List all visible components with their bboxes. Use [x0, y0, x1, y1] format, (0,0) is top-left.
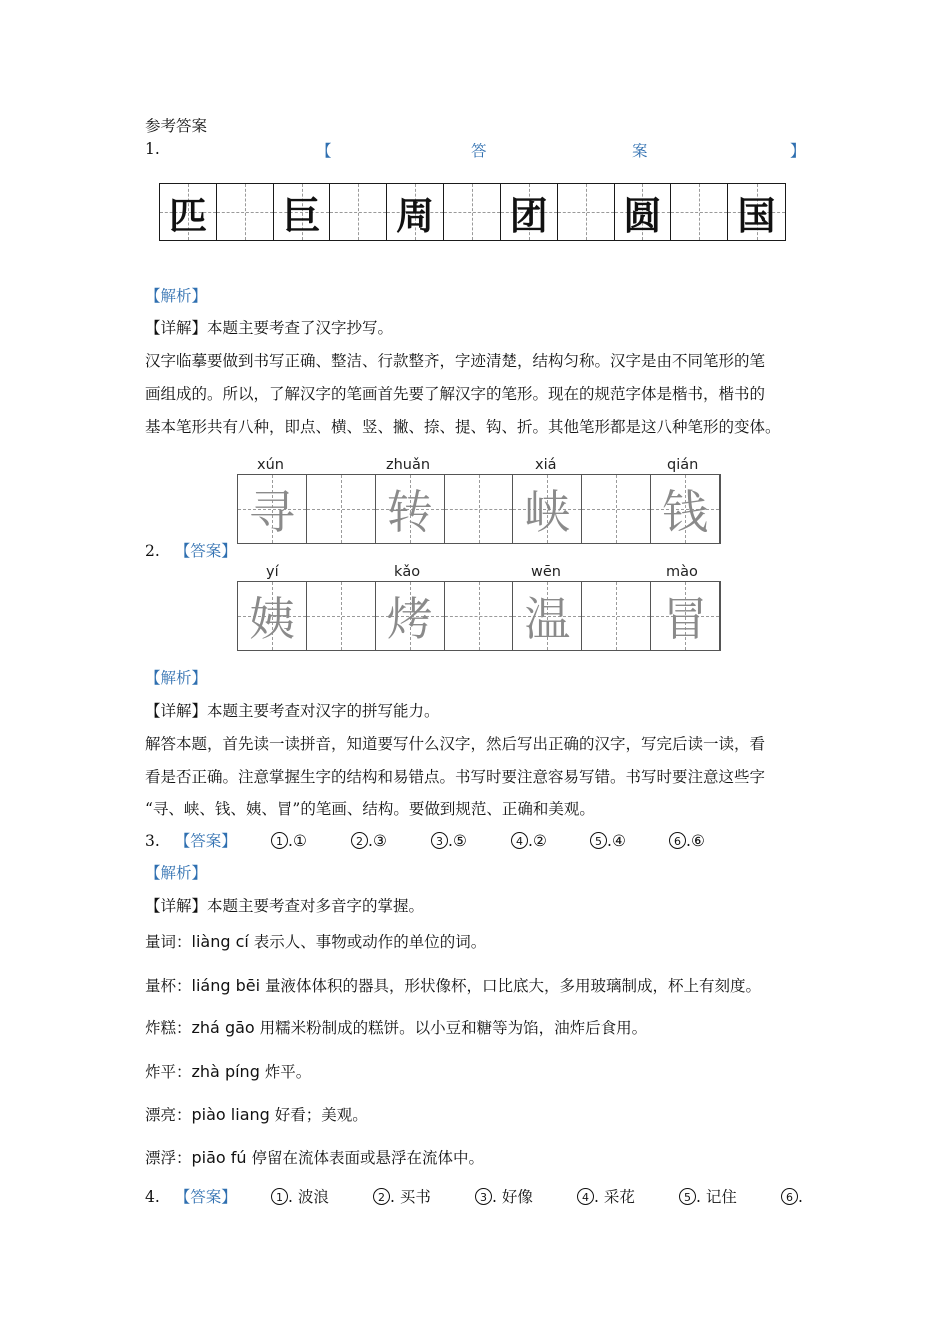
q2-grid-row-1: [237, 474, 721, 544]
q3-entry: 量杯：liáng bēi 量液体体积的器具，形状像杯，口比底大，多用玻璃制成，杯上有刻度。: [145, 976, 761, 995]
q2-grid-cell: [651, 475, 720, 543]
q1-para-line: 汉字临摹要做到书写正确、整洁、行款整齐，字迹清楚，结构匀称。汉字是由不同笔形的笔: [145, 352, 766, 370]
q2-number: 2.: [145, 542, 160, 560]
q1-detail: 【详解】本题主要考查了汉字抄写。: [145, 319, 394, 337]
q2-grid-cell: [513, 582, 582, 650]
q2-pinyin: wēn: [531, 564, 561, 580]
q1-grid-cell-empty: [558, 184, 615, 240]
q3-option: 6 .⑥: [669, 831, 705, 851]
q2-analysis-label: 【解析】: [145, 669, 208, 687]
q2-pinyin: qián: [667, 457, 699, 473]
q3-option: 1 .①: [271, 831, 351, 851]
q2-grid-cell-empty: [582, 475, 651, 543]
q2-pinyin: xiá: [535, 457, 557, 473]
q3-option: 2 .③: [351, 831, 431, 851]
q3-number: 3.: [145, 832, 160, 850]
q1-char: 团: [509, 193, 548, 238]
q2-char: 烤: [386, 592, 433, 646]
q3-analysis-label: 【解析】: [145, 864, 208, 882]
q1-para-line: 基本笔形共有八种，即点、横、竖、撇、捺、提、钩、折。其他笔形都是这八种笔形的变体。: [145, 418, 781, 436]
q2-char: 寻: [248, 485, 295, 539]
q1-char: 国: [737, 193, 776, 238]
q3-answer-label: 【答案】: [174, 832, 237, 850]
q2-grid-cell-empty: [445, 475, 514, 543]
q1-char: 巨: [282, 193, 321, 238]
q1-answer-char-1: 答: [471, 142, 487, 160]
q2-grid-cell: [376, 475, 445, 543]
q3-option: 3 .⑤: [431, 831, 511, 851]
q3-option: 5 .④: [590, 831, 669, 851]
q2-pinyin: xún: [257, 457, 284, 473]
q4-options: [271, 1187, 803, 1207]
q4-answer-line: [145, 1187, 237, 1207]
q2-char: 温: [524, 592, 571, 646]
q1-grid-cell: [387, 184, 444, 240]
q1-analysis-label: 【解析】: [145, 287, 208, 305]
q2-char: 峡: [524, 485, 571, 539]
q2-pinyin: kǎo: [394, 564, 421, 580]
q2-grid-cell-empty: [307, 475, 376, 543]
q1-grid-cell-empty: [330, 184, 387, 240]
q2-pinyin: yí: [266, 564, 279, 580]
q1-grid-cell: [501, 184, 558, 240]
q2-char: 钱: [662, 485, 709, 539]
q1-grid-cell-empty: [444, 184, 501, 240]
q4-number: 4.: [145, 1188, 160, 1206]
q4-answer-label: 【答案】: [174, 1188, 237, 1206]
q1-bracket-open: 【: [316, 142, 332, 160]
q2-grid-cell: [238, 475, 307, 543]
q4-option: 5 . 记住: [679, 1187, 781, 1207]
q4-option: 1 . 波浪: [271, 1187, 373, 1207]
q4-option: 4 . 采花: [577, 1187, 679, 1207]
q2-para-line: 解答本题，首先读一读拼音，知道要写什么汉字，然后写出正确的汉字，写完后读一读，看: [145, 735, 766, 753]
q3-detail: 【详解】本题主要考查对多音字的掌握。: [145, 897, 425, 915]
q2-grid-cell: [238, 582, 307, 650]
q2-char: 冒: [662, 592, 709, 646]
q3-entry: 炸平：zhà píng 炸平。: [145, 1062, 312, 1081]
q4-option: 3 . 好像: [475, 1187, 577, 1207]
q2-grid-cell-empty: [582, 582, 651, 650]
q2-grid-cell-empty: [307, 582, 376, 650]
q2-grid-cell-empty: [445, 582, 514, 650]
q1-grid-cell: [274, 184, 331, 240]
q2-grid-cell: [376, 582, 445, 650]
q3-entry: 量词：liàng cí 表示人、事物或动作的单位的词。: [145, 932, 487, 951]
q2-answer-label: 【答案】: [174, 542, 237, 560]
q1-grid-cell-empty: [671, 184, 728, 240]
q1-para-line: 画组成的。所以，了解汉字的笔画首先要了解汉字的笔形。现在的规范字体是楷书，楷书的: [145, 385, 766, 403]
q1-bracket-close: 】: [790, 142, 806, 160]
q2-para-line: 看是否正确。注意掌握生字的结构和易错点。书写时要注意容易写错。书写时要注意这些字: [145, 768, 766, 786]
q2-grid-cell: [513, 475, 582, 543]
q2-pinyin: mào: [666, 564, 698, 580]
q1-answer-char-2: 案: [632, 142, 648, 160]
q1-number: 1.: [145, 140, 160, 158]
q3-option: 4 .②: [511, 831, 590, 851]
q2-grid-cell: [651, 582, 720, 650]
q1-char: 匹: [168, 193, 207, 238]
q1-grid-cell: [615, 184, 672, 240]
q1-char: 圆: [623, 193, 662, 238]
q2-pinyin: zhuǎn: [386, 457, 431, 473]
q3-answer-line: [145, 831, 237, 851]
q1-char: 周: [396, 193, 435, 238]
q3-options: [271, 831, 705, 851]
q3-entry: 炸糕：zhá gāo 用糯米粉制成的糕饼。以小豆和糖等为馅，油炸后食用。: [145, 1018, 648, 1037]
q1-grid-cell-empty: [217, 184, 274, 240]
q2-para-line: “寻、峡、钱、姨、冒”的笔画、结构。要做到规范、正确和美观。: [145, 800, 595, 818]
q2-detail: 【详解】本题主要考查对汉字的拼写能力。: [145, 702, 440, 720]
q1-character-grid: [159, 183, 786, 241]
q3-entry: 漂浮：piāo fú 停留在流体表面或悬浮在流体中。: [145, 1148, 485, 1167]
q2-label: [145, 541, 237, 561]
q4-option: 6 .: [781, 1187, 803, 1207]
q2-char: 姨: [248, 592, 295, 646]
q4-option: 2 . 买书: [373, 1187, 475, 1207]
q2-char: 转: [386, 485, 433, 539]
q1-grid-cell: [728, 184, 785, 240]
q2-grid-row-2: [237, 581, 721, 651]
q3-entry: 漂亮：piào liang 好看；美观。: [145, 1105, 368, 1124]
page-title: 参考答案: [145, 117, 208, 135]
q1-grid-cell: [160, 184, 217, 240]
